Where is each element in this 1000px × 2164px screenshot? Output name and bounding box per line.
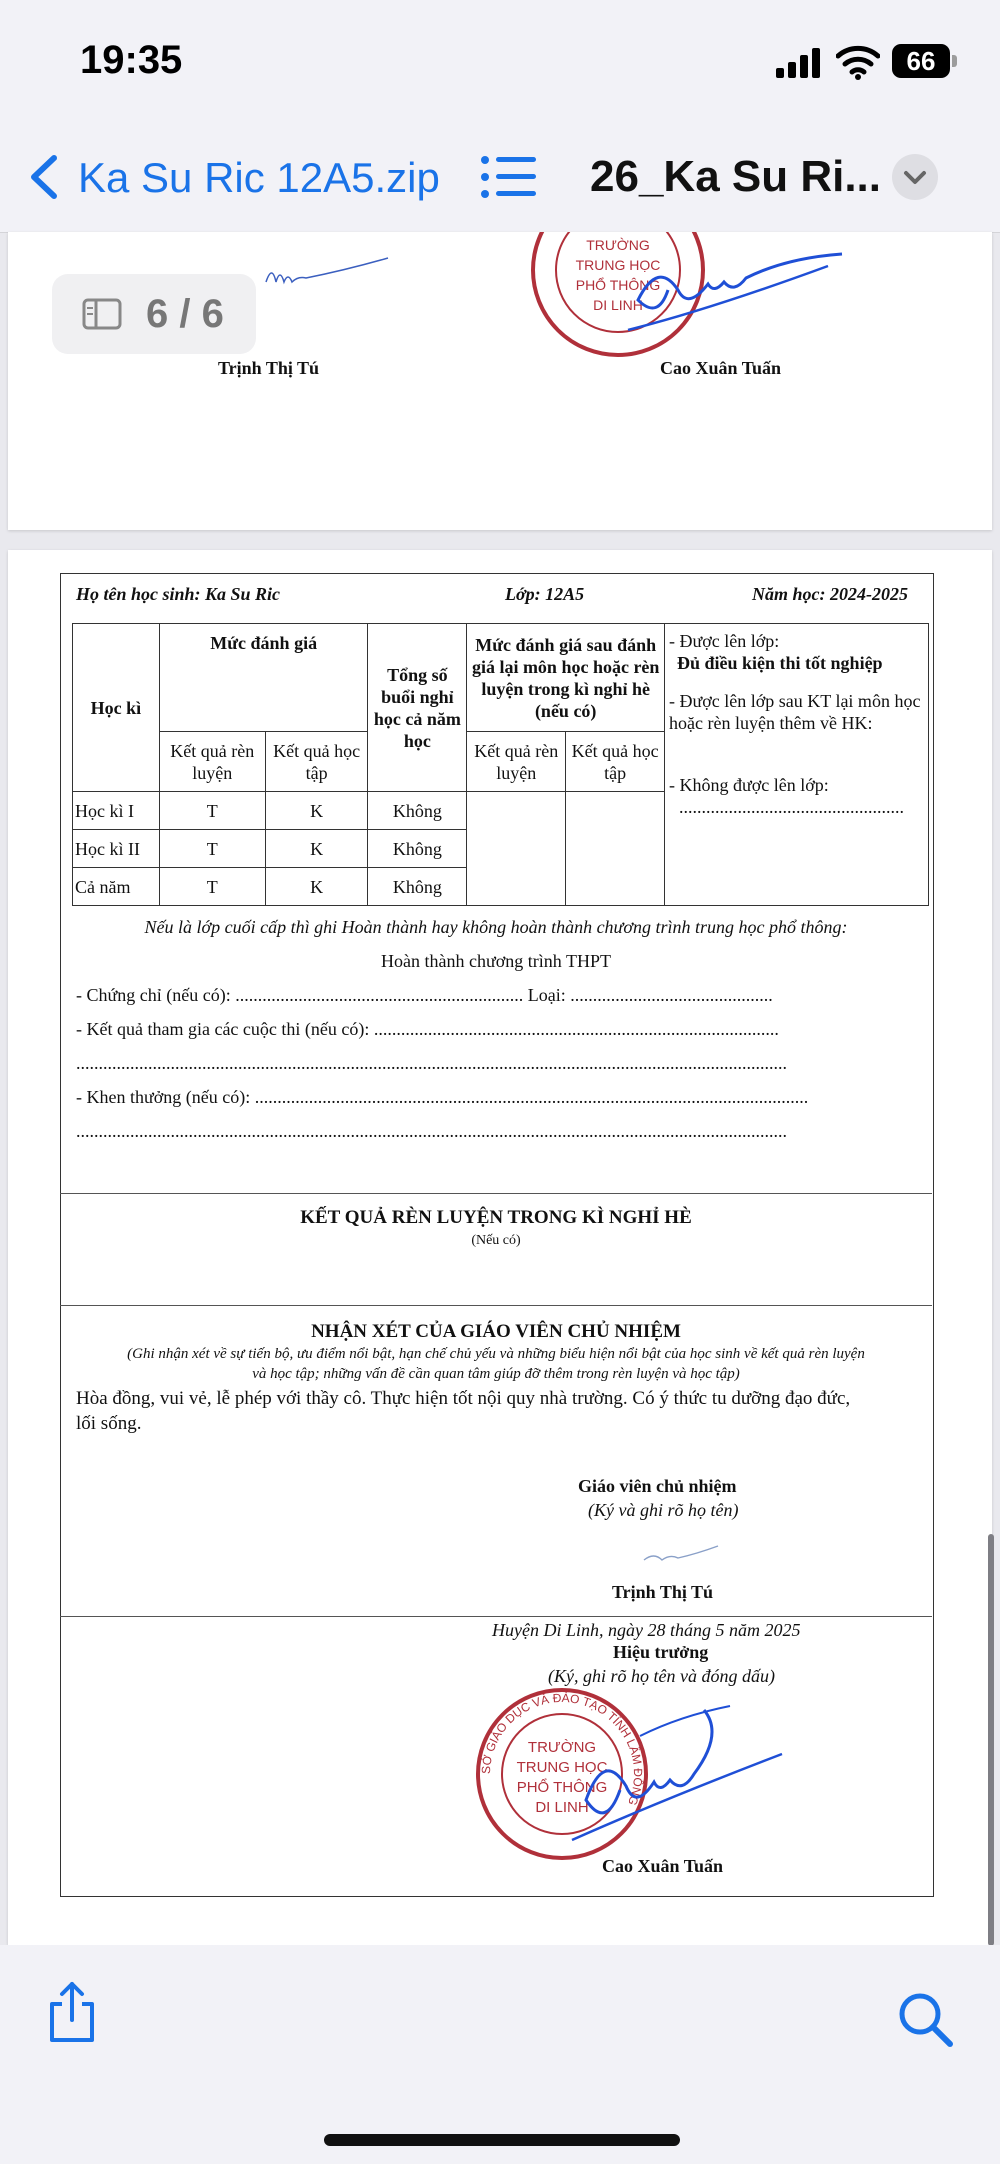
teacher-signature-small	[258, 252, 398, 302]
svg-text:TRUNG HỌC: TRUNG HỌC	[575, 257, 661, 273]
promotion-status: - Được lên lớp: Đủ điều kiện thi tốt nghiệp - Được lên lớp sau KT lại môn học hoặc rèn luyện thêm về HK: - Không được lên lớp: ..................................................	[665, 624, 929, 906]
graduation-note: Nếu là lớp cuối cấp thì ghi Hoàn thành hay không hoàn thành chương trình trung học phổ thông:	[144, 917, 848, 937]
col-muc-danh-gia: Mức đánh giá	[159, 624, 368, 732]
battery-tip	[952, 55, 957, 67]
col-tong-so: Tổng số buổi nghỉ học cả năm học	[368, 624, 467, 792]
home-indicator[interactable]	[324, 2134, 680, 2146]
certificate-line: - Chứng chỉ (nếu có): ................................................................ Loại: .............................................	[76, 985, 773, 1005]
summer-title: KẾT QUẢ RÈN LUYỆN TRONG KÌ NGHỈ HÈ	[300, 1207, 692, 1228]
chevron-down-icon	[892, 154, 938, 200]
sidebar-icon	[82, 298, 122, 330]
completion-status: Hoàn thành chương trình THPT	[381, 951, 611, 971]
svg-text:TRƯỜNG: TRƯỜNG	[586, 237, 650, 253]
page-counter-text: 6 / 6	[146, 292, 224, 336]
homeroom-teacher-name: Trịnh Thị Tú	[612, 1582, 714, 1602]
grade-table	[72, 623, 929, 906]
table-row: Học kì I T K Không	[73, 792, 929, 830]
sub-hoc-tap: Kết quả học tập	[265, 732, 368, 792]
svg-text:PHỔ THÔNG: PHỔ THÔNG	[575, 277, 661, 293]
comment-hint-1: (Ghi nhận xét về sự tiến bộ, ưu điểm nổi bật, hạn chế chủ yếu và những biểu hiện nổi bật của học sinh về kết quả rèn luyện	[127, 1346, 865, 1362]
school-year: Năm học: 2024-2025	[752, 584, 908, 604]
table-row: Cả năm T K Không	[73, 868, 929, 906]
share-icon[interactable]	[44, 1980, 100, 2044]
svg-text:SỞ GIÁO DỤC VÀ ĐÀO TẠO TỈNH LÂ: SỞ GIÁO DỤC VÀ ĐÀO TẠO TỈNH LÂM ĐỒNG	[478, 1690, 646, 1808]
back-button[interactable]: Ka Su Ric 12A5.zip	[78, 154, 440, 201]
wifi-icon	[836, 44, 880, 80]
svg-text:TRUNG HỌC: TRUNG HỌC	[516, 1759, 608, 1776]
comment-text-2: lối sống.	[76, 1413, 142, 1434]
svg-text:DI LINH: DI LINH	[535, 1799, 589, 1816]
student-name: Họ tên học sinh: Ka Su Ric	[76, 584, 281, 604]
document-title[interactable]: 26_Ka Su Ri...	[590, 152, 882, 201]
class-name: Lớp: 12A5	[505, 584, 585, 604]
cellular-signal-icon	[776, 48, 822, 78]
comment-hint-2: và học tập; những vấn đề cần quan tâm giúp đỡ thêm trong rèn luyện và học tập)	[252, 1366, 740, 1382]
dotted-line: ..............................................................................................................................................................	[76, 1121, 787, 1141]
teacher-signature	[640, 1540, 720, 1570]
sub-hoc-tap-2: Kết quả học tập	[566, 732, 665, 792]
homeroom-teacher-hint: (Ký và ghi rõ họ tên)	[588, 1500, 739, 1520]
scroll-indicator[interactable]	[988, 1534, 994, 1946]
principal-hint: (Ký, ghi rõ họ tên và đóng dấu)	[548, 1666, 775, 1686]
title-menu-button[interactable]	[892, 154, 938, 200]
principal-signed-name: Cao Xuân Tuấn	[602, 1856, 724, 1876]
date-line: Huyện Di Linh, ngày 28 tháng 5 năm 2025	[492, 1620, 801, 1640]
award-line: - Khen thưởng (nếu có): ...........................................................................................................................	[76, 1087, 809, 1107]
page-counter	[52, 274, 256, 354]
contest-line: - Kết quả tham gia các cuộc thi (nếu có): ..........................................................................................	[76, 1019, 779, 1039]
status-bar	[0, 0, 1000, 120]
bottom-toolbar	[0, 1945, 1000, 2164]
principal-signature	[560, 1690, 790, 1850]
teacher-name: Trịnh Thị Tú	[218, 358, 320, 378]
back-chevron-icon[interactable]	[22, 152, 72, 202]
summer-subtitle: (Nếu có)	[471, 1233, 521, 1248]
sub-ren-luyen: Kết quả rèn luyện	[159, 732, 265, 792]
col-danh-gia-lai: Mức đánh giá sau đánh giá lại môn học hoặc rèn luyện trong kì nghỉ hè (nếu có)	[467, 624, 665, 732]
divider	[60, 1616, 932, 1617]
col-hoc-ki: Học kì	[73, 624, 160, 792]
principal-name: Cao Xuân Tuấn	[660, 358, 782, 378]
svg-text:PHỔ THÔNG: PHỔ THÔNG	[516, 1779, 608, 1796]
list-icon[interactable]	[480, 154, 538, 200]
divider	[60, 1305, 932, 1306]
battery-indicator: 66	[892, 44, 950, 78]
table-row: Học kì II T K Không	[73, 830, 929, 868]
homeroom-teacher-title: Giáo viên chủ nhiệm	[578, 1476, 737, 1496]
search-icon[interactable]	[896, 1990, 956, 2050]
svg-text:DI LINH: DI LINH	[593, 297, 643, 313]
sub-ren-luyen-2: Kết quả rèn luyện	[467, 732, 566, 792]
dotted-line: ..............................................................................................................................................................	[76, 1053, 787, 1073]
principal-signature-top	[608, 250, 848, 340]
divider	[60, 1193, 932, 1194]
navigation-bar	[0, 120, 1000, 233]
svg-text:TRƯỜNG: TRƯỜNG	[527, 1739, 597, 1756]
status-time: 19:35	[80, 38, 183, 82]
comment-title: NHẬN XÉT CỦA GIÁO VIÊN CHỦ NHIỆM	[311, 1321, 681, 1342]
comment-text-1: Hòa đồng, vui vẻ, lễ phép với thầy cô. Thực hiện tốt nội quy nhà trường. Có ý thức tu dưỡng đạo đức,	[76, 1388, 851, 1409]
principal-title: Hiệu trưởng	[613, 1642, 709, 1662]
